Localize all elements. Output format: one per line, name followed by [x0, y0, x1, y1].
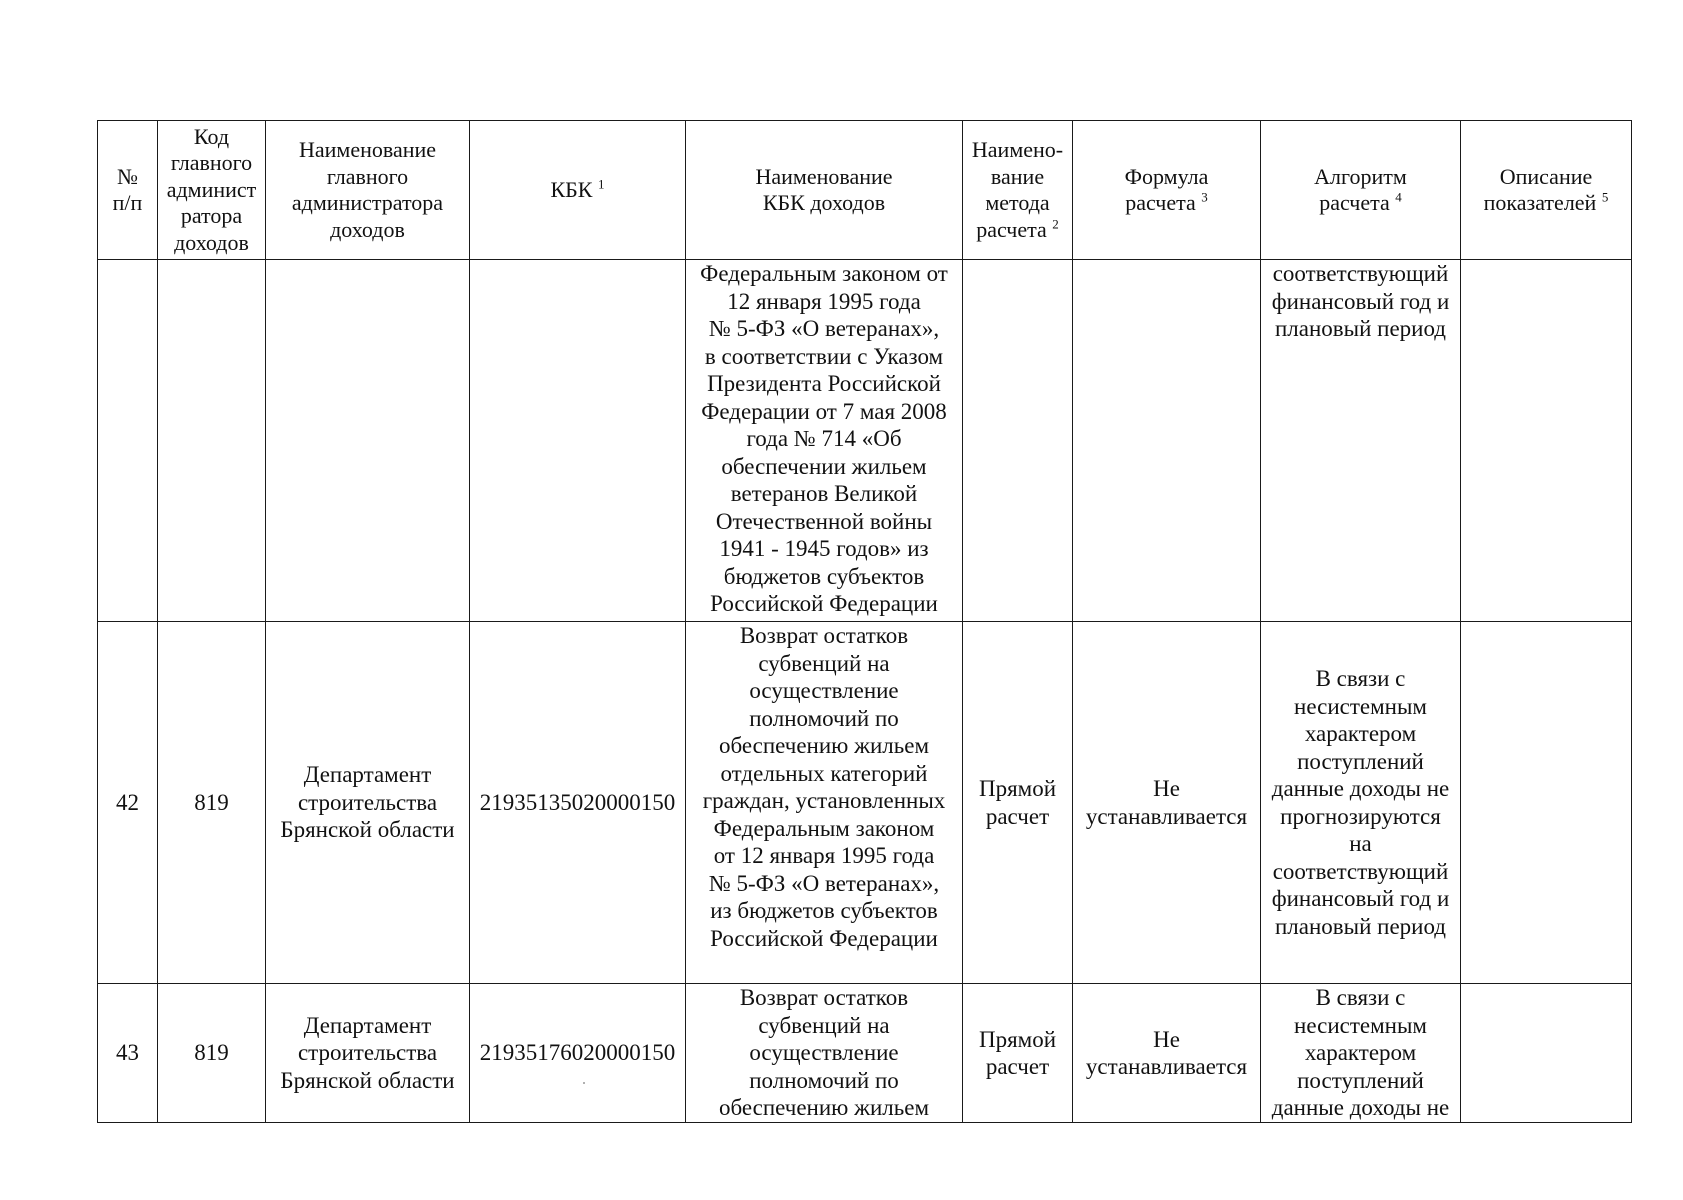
cell-algorithm-text: В связи с несистемным характером поступлений данные доходы не [1271, 985, 1450, 1120]
header-formula-label: Формула расчета [1124, 163, 1209, 215]
cell-kbk [470, 260, 686, 622]
cell-kbk: 21935135020000150 [470, 622, 686, 984]
table-row-42 [98, 622, 1632, 984]
header-method-label: Наимено- вание метода расчета [971, 137, 1064, 242]
cell-description [1461, 622, 1632, 984]
header-row-number: № п/п [98, 121, 158, 260]
header-kbk [470, 121, 686, 260]
cell-method: Прямой расчет [963, 622, 1073, 984]
cell-admin-name: Департамент строительства Брянской области [266, 984, 470, 1123]
header-method [963, 121, 1073, 260]
table-row-continuation [98, 260, 1632, 622]
cell-row-number: 43 [98, 984, 158, 1123]
cell-formula: Не устанавливается [1073, 622, 1261, 984]
revenue-forecast-table [97, 120, 1632, 1123]
cell-description [1461, 260, 1632, 622]
header-description-label: Описание показателей [1483, 163, 1597, 215]
header-description [1461, 121, 1632, 260]
header-admin-code: Код главного админист ратора доходов [158, 121, 266, 260]
cell-algorithm: соответствующий финансовый год и плановый период [1261, 260, 1461, 622]
cell-admin-code: 819 [158, 984, 266, 1123]
table-row-43 [98, 984, 1632, 1123]
cell-formula [1073, 260, 1261, 622]
cell-admin-code: 819 [158, 622, 266, 984]
footnote-marker-4: 4 [1395, 189, 1402, 205]
header-admin-name: Наименование главного администратора доходов [266, 121, 470, 260]
cell-kbk-name: Возврат остатков субвенций на осуществление полномочий по обеспечению жильем отдельных категорий граждан, установленных Федеральным законом от 12 января 1995 года № 5-ФЗ «О ветеранах», из бюджетов субъектов Российской Федерации [686, 622, 963, 984]
cell-kbk-name [686, 984, 963, 1123]
footnote-marker-5: 5 [1601, 189, 1609, 205]
scan-speck [583, 1082, 585, 1084]
cell-formula: Не устанавливается [1073, 984, 1261, 1123]
cell-algorithm: В связи с несистемным характером поступлений данные доходы не прогнозируются на соответствующий финансовый год и плановый период [1261, 622, 1461, 984]
table-header-row [98, 121, 1632, 260]
header-formula [1073, 121, 1261, 260]
cell-kbk-name: Федеральным законом от 12 января 1995 года № 5-ФЗ «О ветеранах», в соответствии с Указом Президента Российской Федерации от 7 мая 2008 года № 714 «Об обеспечении жильем ветеранов Великой Отечественной войны 1941 - 1945 годов» из бюджетов субъектов Российской Федерации [686, 260, 963, 622]
footnote-marker-1: 1 [597, 176, 605, 192]
cell-kbk-name-text: Возврат остатков субвенций на осуществление полномочий по обеспечению жильем [718, 985, 930, 1120]
cell-admin-name: Департамент строительства Брянской области [266, 622, 470, 984]
footnote-marker-3: 3 [1201, 189, 1208, 205]
header-algorithm-label: Алгоритм расчета [1314, 163, 1407, 215]
cell-row-number: 42 [98, 622, 158, 984]
header-algorithm [1261, 121, 1461, 260]
cell-description [1461, 984, 1632, 1123]
cell-row-number [98, 260, 158, 622]
footnote-marker-2: 2 [1052, 216, 1059, 232]
cell-admin-name [266, 260, 470, 622]
cell-admin-code [158, 260, 266, 622]
cell-method [963, 260, 1073, 622]
cell-algorithm [1261, 984, 1461, 1123]
header-kbk-name: Наименование КБК доходов [686, 121, 963, 260]
cell-method: Прямой расчет [963, 984, 1073, 1123]
header-kbk-label: КБК [550, 176, 593, 202]
cell-kbk: 21935176020000150 [470, 984, 686, 1123]
